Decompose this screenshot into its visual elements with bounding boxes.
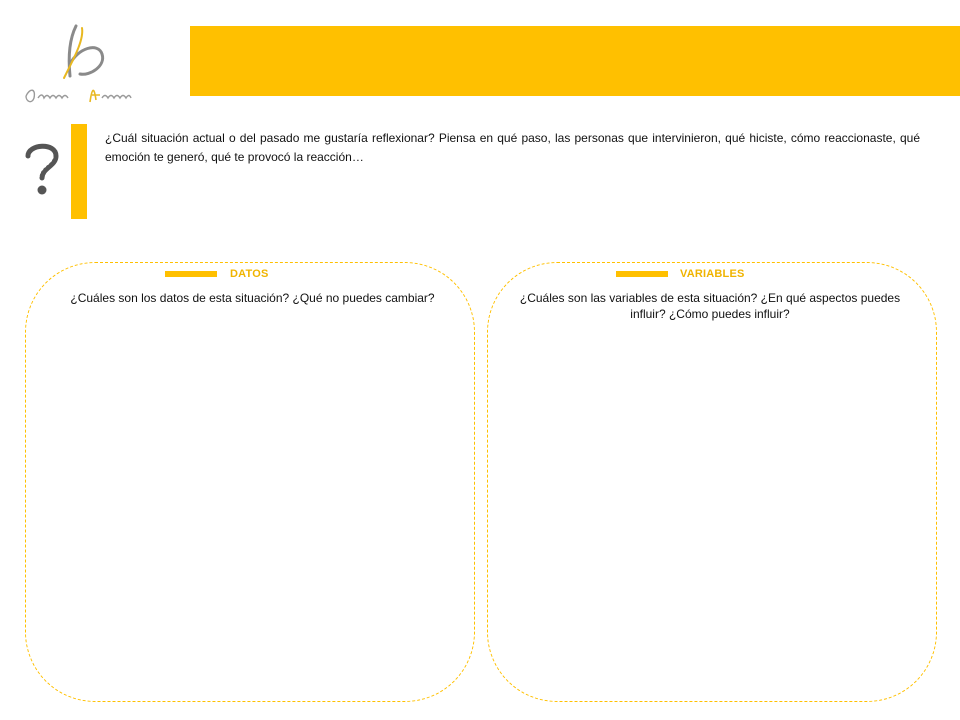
- reflection-prompt: ¿Cuál situación actual o del pasado me gustaría reflexionar? Piensa en qué paso, las personas que intervinieron, qué hiciste, cómo reaccionaste, qué emoción te generó, qué te provocó la reacción…: [105, 131, 920, 164]
- variables-title: VARIABLES: [680, 268, 745, 280]
- datos-title: DATOS: [230, 268, 269, 280]
- datos-question: ¿Cuáles son los datos de esta situación? ¿Qué no puedes cambiar?: [70, 291, 435, 305]
- header-banner: [190, 26, 960, 96]
- datos-header-bar: [165, 271, 217, 277]
- signature-logo-icon: [18, 18, 143, 113]
- variables-panel: [487, 262, 937, 702]
- datos-panel: [25, 262, 475, 702]
- question-mark-icon: [22, 140, 62, 198]
- accent-bar: [71, 124, 87, 219]
- variables-header-bar: [616, 271, 668, 277]
- variables-question: ¿Cuáles son las variables de esta situación? ¿En qué aspectos puedes influir? ¿Cómo puedes influir?: [519, 291, 901, 321]
